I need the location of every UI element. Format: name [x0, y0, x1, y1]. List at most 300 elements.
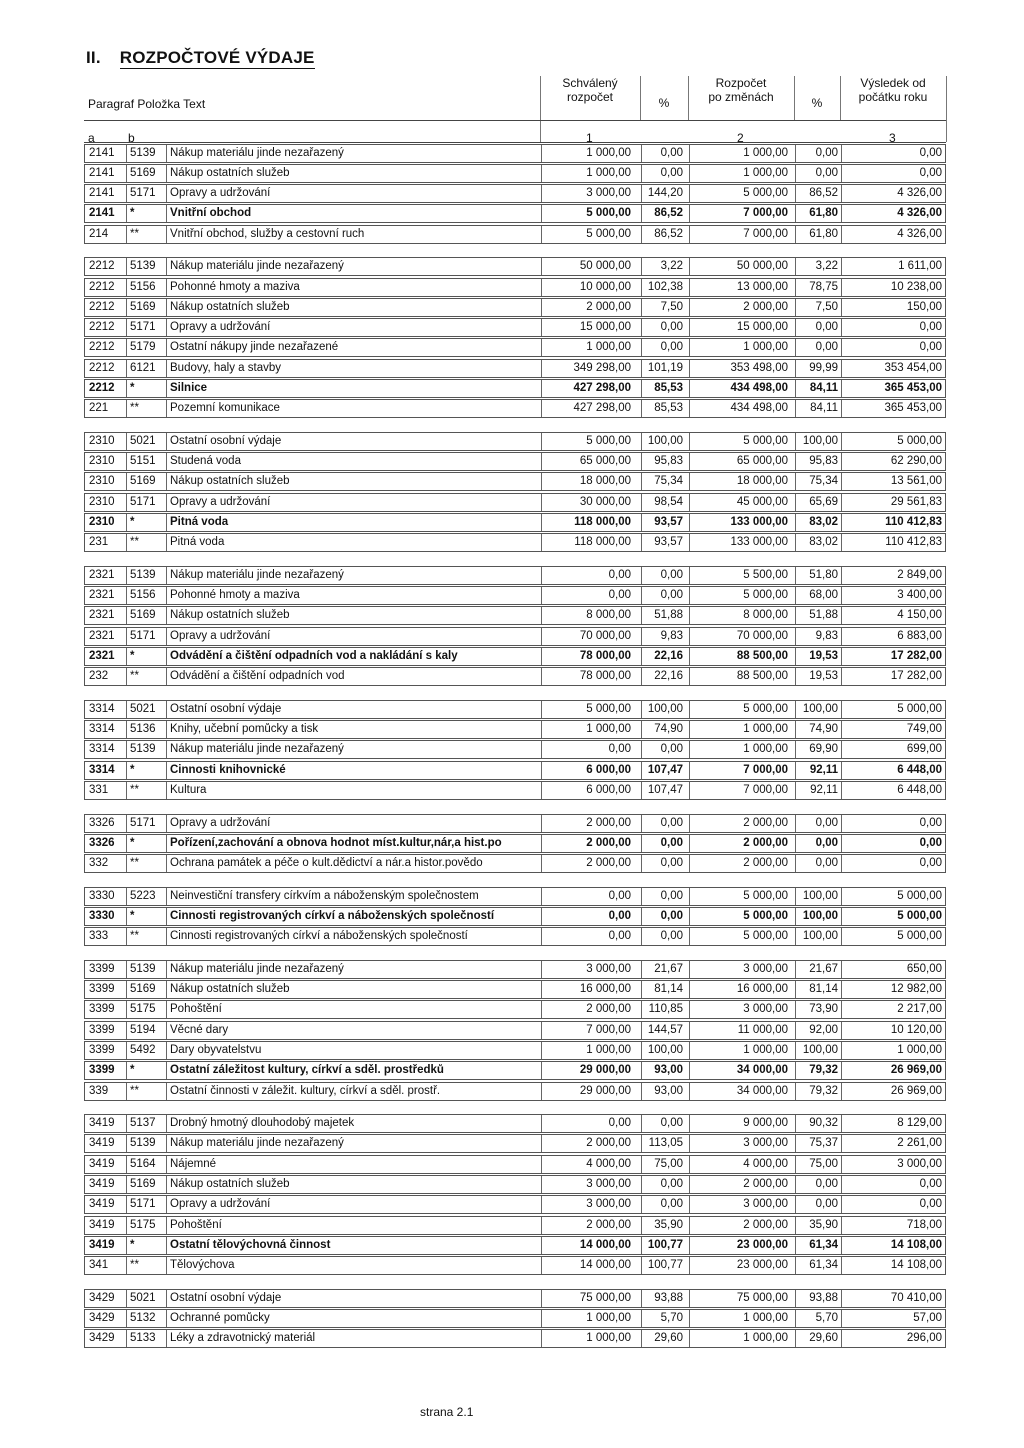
cell-divider: [641, 701, 642, 718]
cell-divider: [126, 279, 127, 296]
cell-divider: [841, 165, 842, 182]
cell-divider: [689, 908, 690, 925]
cell-divider: [126, 433, 127, 450]
pct2-cell: 83,02: [809, 516, 838, 528]
text-cell: Věcné dary: [170, 1023, 229, 1036]
cell-divider: [689, 587, 690, 604]
zmeny-cell: 3 000,00: [743, 1137, 788, 1150]
cell-divider: [166, 205, 167, 222]
cell-divider: [795, 607, 796, 624]
cell-divider: [841, 741, 842, 758]
text-cell: Ostatní nákupy jinde nezařazené: [170, 341, 339, 354]
cell-divider: [795, 494, 796, 511]
cell-divider: [166, 1217, 167, 1234]
cell-divider: [641, 279, 642, 296]
cell-divider: [689, 514, 690, 531]
cell-divider: [795, 226, 796, 243]
header-pct2: %: [811, 96, 823, 110]
zmeny-cell: 1 000,00: [743, 146, 788, 159]
pct1-cell: 9,83: [660, 629, 683, 642]
cell-divider: [641, 928, 642, 945]
pct1-cell: 0,00: [660, 857, 683, 870]
cell-divider: [641, 400, 642, 417]
paragraf-cell: 2212: [89, 321, 115, 334]
vysledek-cell: 3 000,00: [897, 1157, 942, 1170]
polozka-cell: 5164: [130, 1157, 156, 1170]
cell-divider: [641, 514, 642, 531]
schvaleny-cell: 14 000,00: [579, 1259, 631, 1272]
cell-divider: [689, 701, 690, 718]
paragraf-cell: 214: [89, 227, 109, 240]
cell-divider: [126, 1176, 127, 1193]
cell-divider: [166, 1156, 167, 1173]
table-row: [84, 781, 946, 800]
cell-divider: [166, 1176, 167, 1193]
cell-divider: [166, 494, 167, 511]
cell-divider: [641, 1217, 642, 1234]
paragraf-cell: 3419: [89, 1157, 115, 1170]
pct2-cell: 100,00: [802, 930, 838, 943]
cell-divider: [641, 587, 642, 604]
text-cell: Opravy a udržování: [170, 1198, 271, 1211]
table-row: [84, 700, 946, 719]
cell-divider: [795, 145, 796, 162]
cell-divider: [166, 360, 167, 377]
cell-divider: [641, 981, 642, 998]
table-row: [84, 338, 946, 357]
cell-divider: [689, 258, 690, 275]
vysledek-cell: 0,00: [919, 341, 942, 354]
vysledek-cell: 5 000,00: [897, 930, 942, 943]
cell-divider: [841, 1176, 842, 1193]
cell-divider: [841, 380, 842, 397]
polozka-cell: *: [130, 382, 135, 394]
pct2-cell: 51,88: [809, 609, 838, 622]
vysledek-cell: 14 108,00: [890, 1238, 942, 1251]
polozka-cell: 5175: [130, 1218, 156, 1231]
cell-divider: [641, 1176, 642, 1193]
pct1-cell: 113,05: [648, 1137, 683, 1150]
text-cell: Vnitřní obchod: [170, 207, 252, 220]
vysledek-cell: 150,00: [906, 300, 942, 313]
cell-divider: [641, 721, 642, 738]
schvaleny-cell: 16 000,00: [579, 983, 631, 995]
table-row: [84, 740, 946, 759]
pct2-cell: 74,90: [809, 723, 838, 736]
cell-divider: [126, 888, 127, 905]
text-cell: Tělovýchova: [170, 1259, 235, 1272]
vysledek-cell: 4 150,00: [897, 609, 942, 622]
table-row: [84, 1000, 946, 1019]
cell-divider: [689, 339, 690, 356]
vysledek-cell: 2 261,00: [897, 1137, 942, 1150]
paragraf-cell: 232: [89, 670, 109, 683]
cell-divider: [795, 279, 796, 296]
zmeny-cell: 7 000,00: [743, 784, 788, 796]
cell-divider: [841, 567, 842, 584]
text-cell: Odvádění a čištění odpadních vod: [170, 670, 345, 683]
polozka-cell: *: [130, 1238, 135, 1251]
polozka-cell: *: [130, 516, 135, 528]
zmeny-cell: 13 000,00: [736, 280, 788, 293]
table-row: [84, 627, 946, 646]
schvaleny-cell: 2 000,00: [586, 300, 631, 313]
cell-divider: [841, 514, 842, 531]
paragraf-cell: 2321: [89, 589, 115, 602]
schvaleny-cell: 29 000,00: [579, 1064, 631, 1077]
schvaleny-cell: 1 000,00: [586, 166, 631, 179]
pct1-cell: 100,77: [647, 1238, 683, 1251]
cell-divider: [126, 668, 127, 685]
table-row: [84, 960, 946, 979]
text-cell: Studená voda: [170, 455, 241, 468]
cell-divider: [841, 1083, 842, 1100]
cell-divider: [689, 494, 690, 511]
cell-divider: [689, 1062, 690, 1079]
zmeny-cell: 2 000,00: [743, 816, 788, 829]
pct2-cell: 95,83: [809, 455, 838, 468]
text-cell: Opravy a udržování: [170, 816, 271, 829]
pct1-cell: 0,00: [660, 589, 683, 602]
header-col2-line1: Rozpočet: [715, 76, 767, 90]
cell-divider: [841, 226, 842, 243]
polozka-cell: **: [130, 402, 139, 415]
cell-divider: [166, 1022, 167, 1039]
cell-divider: [795, 360, 796, 377]
cell-divider: [795, 473, 796, 490]
zmeny-cell: 88 500,00: [736, 670, 788, 683]
schvaleny-cell: 18 000,00: [579, 475, 631, 488]
cell-divider: [795, 1176, 796, 1193]
pct1-cell: 21,67: [654, 962, 683, 975]
cell-divider: [126, 928, 127, 945]
vysledek-cell: 353 454,00: [884, 361, 942, 374]
pct2-cell: 75,34: [809, 475, 838, 488]
pct2-cell: 92,00: [809, 1023, 838, 1036]
cell-divider: [689, 762, 690, 779]
paragraf-cell: 3314: [89, 723, 115, 736]
pct1-cell: 5,70: [660, 1311, 683, 1324]
zmeny-cell: 1 000,00: [743, 743, 788, 756]
cell-divider: [841, 782, 842, 799]
cell-divider: [126, 1330, 127, 1347]
cell-divider: [126, 981, 127, 998]
pct1-cell: 93,57: [654, 516, 683, 528]
paragraf-cell: 3419: [89, 1117, 115, 1129]
text-cell: Léky a zdravotnický materiál: [170, 1332, 316, 1345]
cell-divider: [166, 1062, 167, 1079]
cell-divider: [841, 299, 842, 316]
vysledek-cell: 1 611,00: [898, 260, 942, 273]
text-cell: Drobný hmotný dlouhodobý majetek: [170, 1117, 355, 1129]
schvaleny-cell: 349 298,00: [573, 361, 631, 374]
vysledek-cell: 5 000,00: [897, 889, 942, 902]
zmeny-cell: 70 000,00: [736, 629, 788, 642]
cell-divider: [689, 1115, 690, 1132]
cell-divider: [166, 628, 167, 645]
zmeny-cell: 5 000,00: [743, 930, 788, 943]
zmeny-cell: 2 000,00: [743, 836, 788, 849]
zmeny-cell: 1 000,00: [743, 1332, 788, 1345]
table-row: [84, 927, 946, 946]
header-index-3: 3: [889, 131, 896, 145]
zmeny-cell: 11 000,00: [737, 1023, 788, 1036]
zmeny-cell: 4 000,00: [743, 1157, 788, 1170]
zmeny-cell: 65 000,00: [736, 455, 788, 468]
schvaleny-cell: 0,00: [608, 589, 631, 602]
pct1-cell: 93,00: [654, 1064, 683, 1077]
polozka-cell: *: [130, 836, 135, 849]
cell-divider: [126, 587, 127, 604]
paragraf-cell: 2212: [89, 361, 115, 374]
cell-divider: [166, 1257, 167, 1274]
cell-divider: [166, 226, 167, 243]
table-row: [84, 814, 946, 833]
cell-divider: [641, 1310, 642, 1327]
schvaleny-cell: 427 298,00: [573, 382, 631, 394]
cell-divider: [126, 741, 127, 758]
cell-divider: [166, 567, 167, 584]
cell-divider: [841, 360, 842, 377]
cell-divider: [166, 648, 167, 665]
text-cell: Ochrana památek a péče o kult.dědictví a nár.a histor.povědo: [170, 857, 483, 870]
schvaleny-cell: 4 000,00: [586, 1157, 631, 1170]
cell-divider: [795, 587, 796, 604]
cell-divider: [641, 299, 642, 316]
schvaleny-cell: 1 000,00: [586, 723, 631, 736]
polozka-cell: 5139: [130, 962, 156, 975]
vysledek-cell: 1 000,00: [897, 1043, 942, 1056]
cell-divider: [166, 299, 167, 316]
table-row: [84, 586, 946, 605]
table-row: [84, 606, 946, 625]
polozka-cell: *: [130, 909, 135, 922]
cell-divider: [641, 888, 642, 905]
cell-divider: [126, 400, 127, 417]
cell-divider: [641, 1237, 642, 1254]
cell-divider: [689, 628, 690, 645]
pct2-cell: 100,00: [802, 1043, 838, 1056]
table-row: [84, 1216, 946, 1235]
cell-divider: [166, 279, 167, 296]
pct1-cell: 86,52: [654, 207, 683, 220]
text-cell: Pitná voda: [170, 516, 229, 528]
schvaleny-cell: 3 000,00: [586, 1177, 631, 1190]
cell-divider: [689, 279, 690, 296]
text-cell: Činnosti registrovaných církví a náboženských společností: [170, 930, 468, 943]
cell-divider: [689, 1022, 690, 1039]
cell-divider: [795, 165, 796, 182]
zmeny-cell: 75 000,00: [736, 1291, 788, 1304]
cell-divider: [166, 762, 167, 779]
pct2-cell: 100,00: [802, 889, 838, 902]
cell-divider: [689, 1310, 690, 1327]
zmeny-cell: 7 000,00: [743, 207, 788, 220]
cell-divider: [641, 782, 642, 799]
text-cell: Nákup ostatních služeb: [170, 166, 290, 179]
table-row: [84, 667, 946, 686]
pct2-cell: 5,70: [815, 1311, 838, 1324]
cell-divider: [841, 1135, 842, 1152]
cell-divider: [166, 1083, 167, 1100]
cell-divider: [126, 1290, 127, 1307]
paragraf-cell: 3429: [89, 1291, 115, 1304]
cell-divider: [841, 701, 842, 718]
cell-divider: [841, 835, 842, 852]
cell-divider: [689, 1330, 690, 1347]
cell-divider: [841, 1062, 842, 1079]
section-title: ROZPOČTOVÉ VÝDAJE: [119, 48, 315, 67]
paragraf-cell: 2310: [89, 434, 115, 447]
pct2-cell: 90,32: [809, 1117, 838, 1129]
cell-divider: [795, 1330, 796, 1347]
table-row: [84, 834, 946, 853]
polozka-cell: 5175: [130, 1003, 156, 1016]
polozka-cell: 5171: [130, 816, 156, 829]
cell-divider: [795, 782, 796, 799]
schvaleny-cell: 3 000,00: [586, 962, 631, 975]
schvaleny-cell: 14 000,00: [579, 1238, 631, 1251]
vysledek-cell: 6 883,00: [897, 629, 942, 642]
pct2-cell: 75,37: [809, 1137, 838, 1150]
vysledek-cell: 5 000,00: [897, 909, 942, 922]
paragraf-cell: 3399: [89, 1064, 115, 1077]
table-row: [84, 647, 946, 666]
cell-divider: [166, 433, 167, 450]
cell-divider: [795, 741, 796, 758]
paragraf-cell: 3419: [89, 1177, 115, 1190]
zmeny-cell: 133 000,00: [730, 516, 788, 528]
zmeny-cell: 5 000,00: [743, 889, 788, 902]
vysledek-cell: 4 326,00: [897, 207, 942, 220]
zmeny-cell: 16 000,00: [736, 983, 788, 995]
cell-divider: [795, 534, 796, 551]
cell-divider: [166, 534, 167, 551]
table-row: [84, 164, 946, 183]
paragraf-cell: 341: [89, 1259, 109, 1272]
header-col1-line1: Schválený: [562, 76, 618, 90]
pct2-cell: 21,67: [809, 962, 838, 975]
cell-divider: [841, 1156, 842, 1173]
pct1-cell: 93,88: [654, 1291, 683, 1304]
cell-divider: [126, 534, 127, 551]
vysledek-cell: 2 217,00: [897, 1003, 942, 1016]
vysledek-cell: 296,00: [906, 1332, 942, 1345]
text-cell: Pohonné hmoty a maziva: [170, 589, 300, 602]
cell-divider: [795, 1001, 796, 1018]
schvaleny-cell: 5 000,00: [586, 207, 631, 220]
cell-divider: [689, 782, 690, 799]
cell-divider: [841, 1001, 842, 1018]
vysledek-cell: 17 282,00: [890, 650, 942, 662]
cell-divider: [641, 1290, 642, 1307]
pct1-cell: 3,22: [660, 260, 683, 273]
paragraf-cell: 3419: [89, 1238, 115, 1251]
cell-divider: [126, 815, 127, 832]
cell-divider: [126, 1156, 127, 1173]
cell-divider: [166, 668, 167, 685]
paragraf-cell: 231: [89, 536, 109, 549]
page-number: strana 2.1: [420, 1405, 474, 1419]
cell-divider: [126, 908, 127, 925]
cell-divider: [641, 453, 642, 470]
cell-divider: [841, 473, 842, 490]
polozka-cell: *: [130, 1064, 135, 1077]
cell-divider: [795, 628, 796, 645]
schvaleny-cell: 29 000,00: [579, 1084, 631, 1097]
vysledek-cell: 3 400,00: [897, 589, 942, 602]
paragraf-cell: 2141: [89, 146, 115, 159]
polozka-cell: **: [130, 857, 139, 870]
pct1-cell: 0,00: [660, 1177, 683, 1190]
pct2-cell: 61,34: [809, 1238, 838, 1251]
pct2-cell: 79,32: [809, 1084, 838, 1097]
cell-divider: [126, 1135, 127, 1152]
cell-divider: [641, 534, 642, 551]
cell-divider: [641, 668, 642, 685]
cell-divider: [126, 1257, 127, 1274]
polozka-cell: 5151: [130, 455, 156, 468]
table-row: [84, 1309, 946, 1328]
zmeny-cell: 7 000,00: [743, 227, 788, 240]
cell-divider: [795, 319, 796, 336]
paragraf-cell: 3399: [89, 1023, 115, 1036]
cell-divider: [841, 1042, 842, 1059]
cell-divider: [841, 961, 842, 978]
pct2-cell: 0,00: [815, 146, 838, 159]
paragraf-cell: 2212: [89, 300, 115, 313]
vysledek-cell: 62 290,00: [890, 455, 942, 468]
zmeny-cell: 5 000,00: [743, 702, 788, 715]
schvaleny-cell: 0,00: [608, 1117, 631, 1129]
pct1-cell: 100,00: [647, 1043, 683, 1056]
polozka-cell: 5223: [130, 889, 156, 902]
cell-divider: [641, 1042, 642, 1059]
paragraf-cell: 333: [89, 930, 109, 943]
polozka-cell: 5156: [130, 280, 156, 293]
pct1-cell: 0,00: [660, 889, 683, 902]
table-row: [84, 1155, 946, 1174]
text-cell: Opravy a udržování: [170, 187, 271, 200]
vysledek-cell: 17 282,00: [890, 670, 942, 683]
zmeny-cell: 5 000,00: [743, 589, 788, 602]
cell-divider: [126, 855, 127, 872]
paragraf-cell: 332: [89, 857, 109, 870]
cell-divider: [795, 514, 796, 531]
cell-divider: [166, 928, 167, 945]
vysledek-cell: 365 453,00: [884, 402, 942, 415]
polozka-cell: 5139: [130, 743, 156, 756]
table-row: [84, 452, 946, 471]
zmeny-cell: 9 000,00: [743, 1117, 788, 1129]
cell-divider: [126, 567, 127, 584]
schvaleny-cell: 7 000,00: [586, 1023, 631, 1036]
cell-divider: [841, 494, 842, 511]
text-cell: Dary obyvatelstvu: [170, 1043, 262, 1056]
paragraf-cell: 2310: [89, 475, 115, 488]
cell-divider: [166, 782, 167, 799]
cell-divider: [689, 607, 690, 624]
paragraf-cell: 221: [89, 402, 109, 415]
cell-divider: [641, 628, 642, 645]
table-row: [84, 298, 946, 317]
cell-divider: [689, 534, 690, 551]
cell-divider: [795, 762, 796, 779]
cell-divider: [126, 782, 127, 799]
cell-divider: [166, 721, 167, 738]
vysledek-cell: 110 412,83: [885, 536, 942, 549]
zmeny-cell: 7 000,00: [743, 763, 788, 776]
